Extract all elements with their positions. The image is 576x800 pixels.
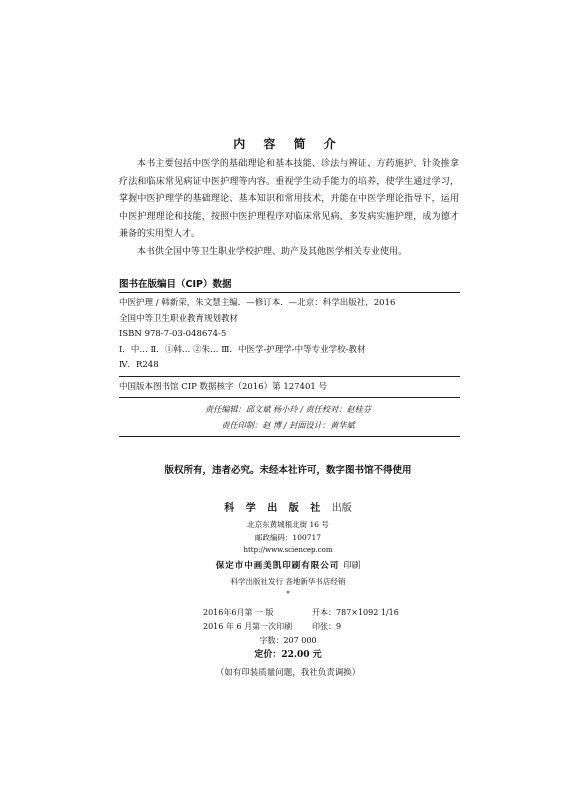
cip-classification-line: Ⅳ．R248 — [119, 360, 159, 370]
edition-info: 2016年6月第 一 版 — [203, 608, 274, 617]
cip-subject-line: Ⅰ．中… Ⅱ．①韩… ②朱… Ⅲ．中医学-护理学-中等专业学校-教材 — [119, 344, 366, 355]
word-count: 字数：207 000 — [259, 636, 317, 645]
book-specs — [0, 606, 576, 662]
sheets-info: 印张：9 — [312, 622, 342, 631]
cip-heading: 图书在版编目（CIP）数据 — [119, 279, 232, 290]
publication-info — [0, 500, 576, 601]
printer-suffix: 印刷 — [343, 561, 361, 571]
summary-paragraph-1: 本书主要包括中医学的基础理论和基本技能、诊法与辨证、方药施护、针灸推拿疗法和临床常见病证中医护理等内容。重视学生动手能力的培养，使学生通过学习，掌握中医护理学的基础理论、基本知识和常用技术，并能在中医学理论指导下，运用中医护理理论和技能，按照中医护理程序对临床常见病、多发病实施护理，成为德才兼备的实用型人才。 — [119, 159, 459, 239]
cip-isbn-line: ISBN 978-7-03-048674-5 — [119, 329, 227, 339]
summary-text — [119, 156, 459, 261]
summary-title: 内 容 简 介 — [233, 137, 343, 151]
printer-line — [0, 557, 576, 575]
rights-notice: 版权所有，违者必究。未经本社许可，数字图书馆不得使用 — [164, 465, 412, 476]
printing-info: 2016 年 6 月第一次印刷 — [203, 622, 293, 631]
separator-mark: * — [286, 590, 290, 598]
publisher-suffix: 出版 — [331, 503, 352, 514]
publisher-line — [0, 500, 576, 518]
cip-record-number: 中国版本图书馆 CIP 数据核字（2016）第 127401 号 — [119, 382, 327, 392]
editor-credit-line: 责任编辑：邱文斌 杨小玲 / 责任校对：赵桂芬 — [204, 404, 372, 414]
publisher-address: 北京东黄城根北街 16 号 — [247, 520, 329, 529]
format-info: 开本：787×1092 1/16 — [312, 608, 399, 617]
quality-notice: （如有印装质量问题，我社负责调换） — [215, 668, 361, 678]
publisher-postcode: 邮政编码：100717 — [254, 533, 322, 542]
publisher-website: http://www.sciencep.com — [243, 546, 333, 554]
divider — [119, 376, 460, 377]
price: 定价：22.00 元 — [254, 650, 322, 660]
editor-credit-line: 责任印制：赵 博 / 封面设计：黄华斌 — [221, 420, 355, 430]
divider — [119, 397, 460, 398]
cip-title-line: 中医护理 / 韩新荣，朱文慧主编．—修订本．—北京：科学出版社，2016 — [119, 298, 396, 308]
editor-credits — [0, 401, 576, 433]
cip-record — [119, 296, 464, 374]
cip-series-line: 全国中等卫生职业教育规划教材 — [119, 313, 239, 324]
printer-name: 保定市中画美凯印刷有限公司 — [215, 561, 340, 571]
publisher-name: 科 学 出 版 社 — [224, 503, 325, 514]
divider — [119, 436, 460, 437]
summary-paragraph-2: 本书供全国中等卫生职业学校护理、助产及其他医学相关专业使用。 — [137, 246, 408, 257]
distribution-line: 科学出版社发行 各地新华书店经销 — [230, 577, 346, 586]
divider — [119, 292, 460, 293]
